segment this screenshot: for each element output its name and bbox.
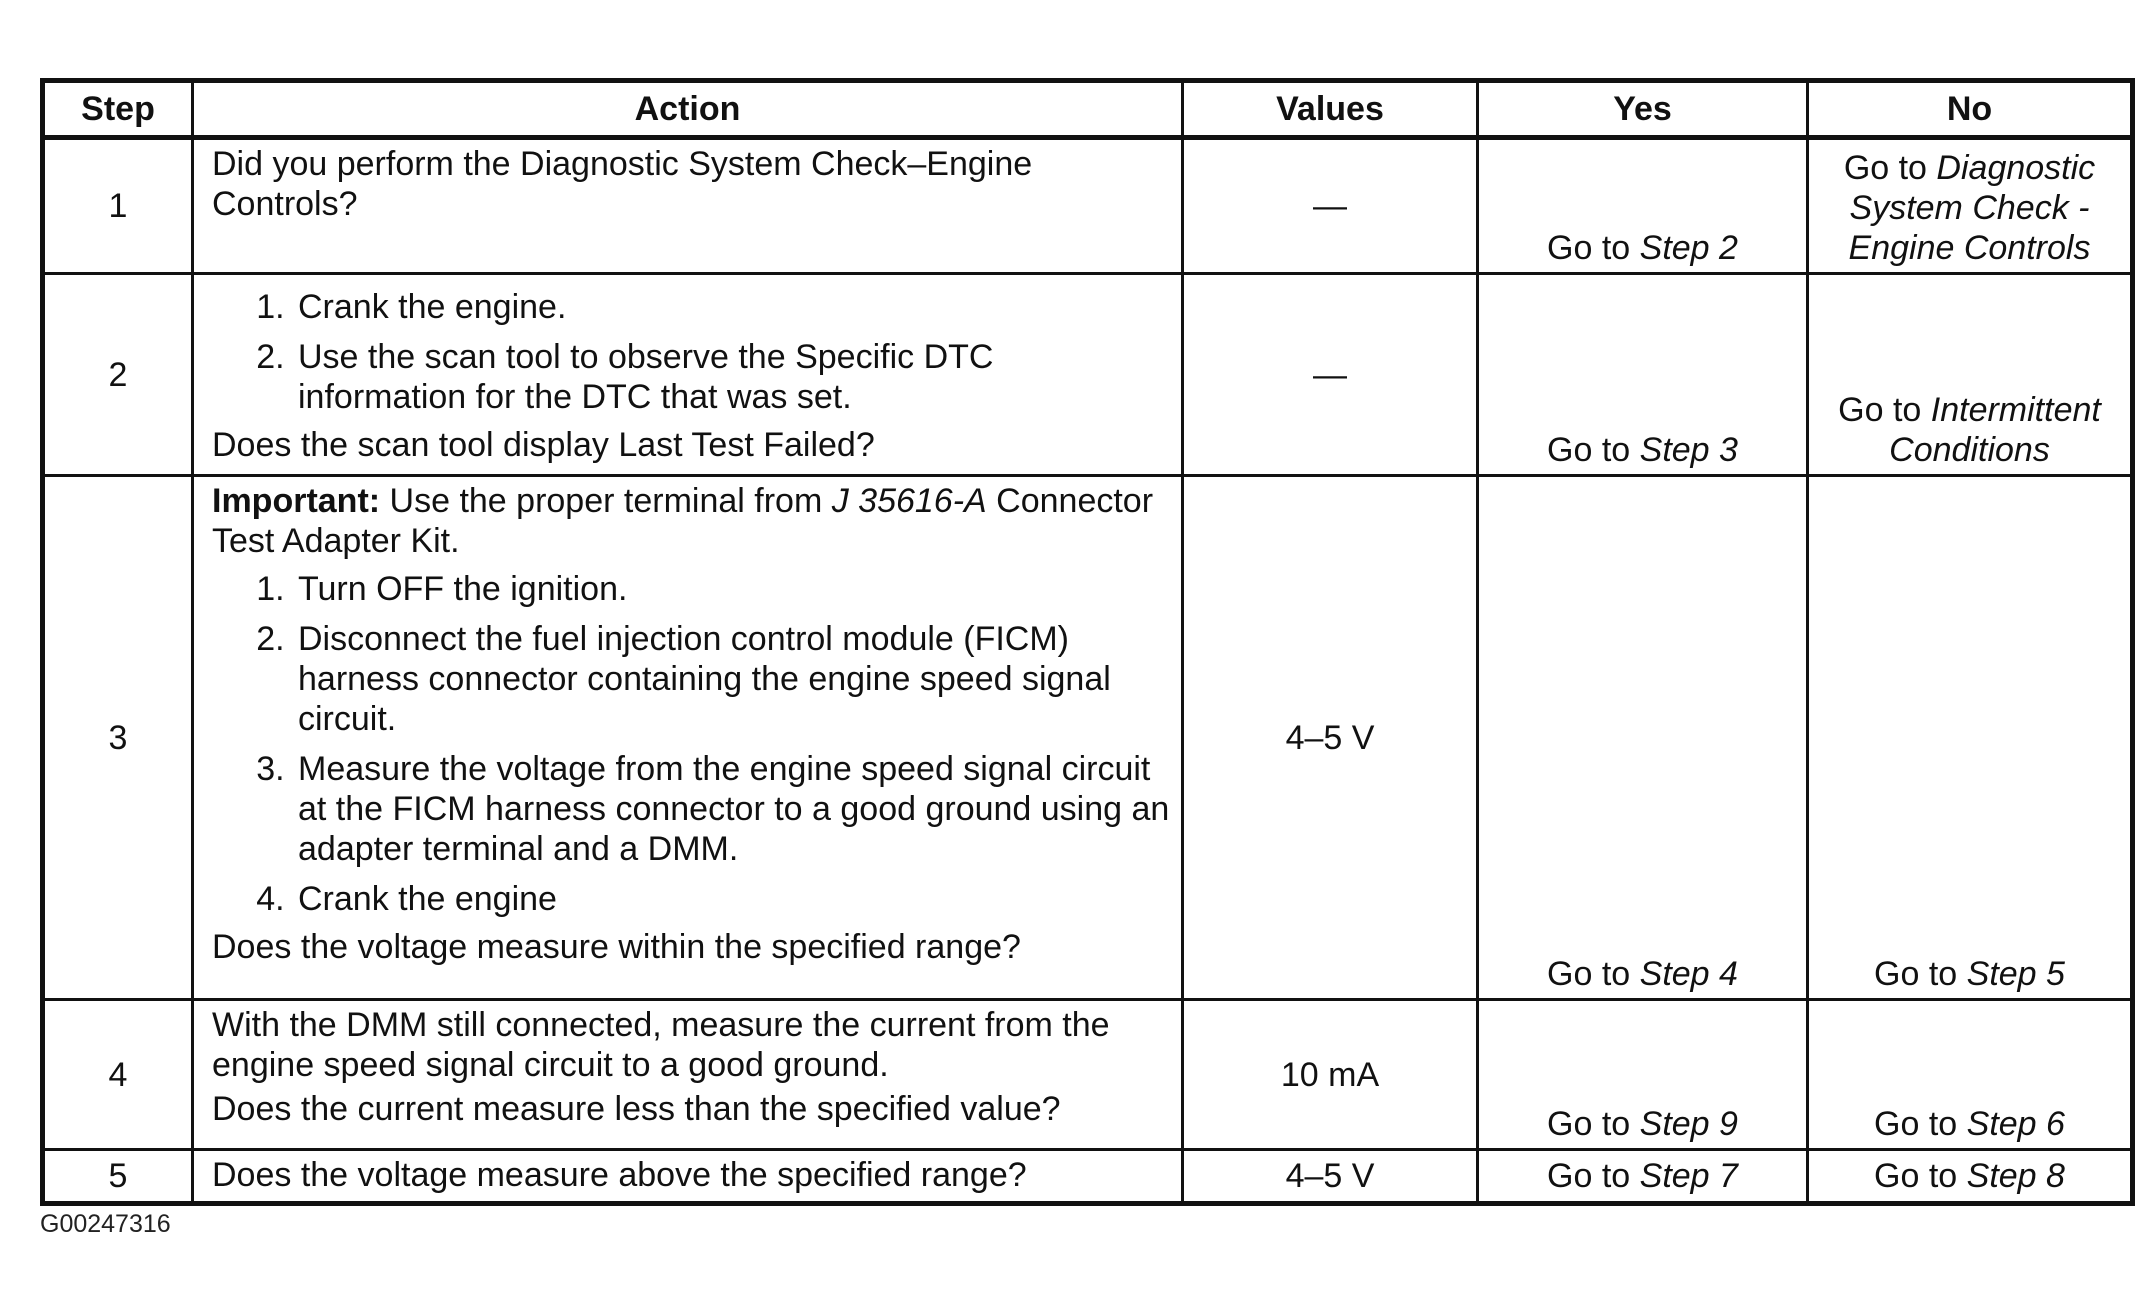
yes-cell: [1478, 476, 1808, 1000]
no-step-link[interactable]: Diagnostic System Check - Engine Controls: [1848, 149, 2096, 267]
no-cell: [1808, 1150, 2133, 1204]
yes-cell: [1478, 1150, 1808, 1204]
step-number: 2: [43, 274, 193, 476]
action-question: Does the voltage measure above the specified range?: [212, 1156, 1027, 1194]
diagnostic-table: [40, 78, 2135, 1206]
important-label: Important:: [212, 482, 381, 520]
step-number: 4: [43, 1000, 193, 1150]
yes-prefix: Go to: [1547, 955, 1640, 993]
value-cell: —: [1183, 274, 1478, 476]
action-step: 1. Turn OFF the ignition.: [294, 569, 1171, 609]
no-prefix: Go to: [1874, 1105, 1967, 1143]
yes-prefix: Go to: [1547, 1157, 1640, 1195]
no-step-link[interactable]: Step 5: [1966, 955, 2065, 993]
yes-step-link[interactable]: Step 2: [1639, 229, 1738, 267]
step-number: 1: [43, 138, 193, 274]
action-cell: [193, 274, 1183, 476]
action-step: 4. Crank the engine: [294, 879, 1171, 919]
no-prefix: Go to: [1874, 1157, 1967, 1195]
action-cell: [193, 476, 1183, 1000]
step-number: 3: [43, 476, 193, 1000]
header-action: Action: [193, 81, 1183, 138]
action-cell: [193, 1150, 1183, 1204]
header-values: Values: [1183, 81, 1478, 138]
value-cell: 10 mA: [1183, 1000, 1478, 1150]
important-note: [212, 481, 1171, 561]
action-question: Does the voltage measure within the specified range?: [212, 928, 1021, 966]
value-cell: —: [1183, 138, 1478, 274]
action-question: Does the current measure less than the specified value?: [212, 1090, 1061, 1128]
value-cell: 4–5 V: [1183, 476, 1478, 1000]
action-question: Did you perform the Diagnostic System Check–Engine Controls?: [212, 145, 1033, 223]
header-no: No: [1808, 81, 2133, 138]
action-intro: With the DMM still connected, measure the current from the engine speed signal circuit to a good ground.: [212, 1006, 1110, 1084]
value-cell: 4–5 V: [1183, 1150, 1478, 1204]
action-step: 2. Use the scan tool to observe the Specific DTC information for the DTC that was set.: [294, 337, 1171, 417]
figure-code: G00247316: [40, 1210, 171, 1238]
yes-prefix: Go to: [1547, 1105, 1640, 1143]
header-row: [43, 81, 2133, 138]
header-yes: Yes: [1478, 81, 1808, 138]
action-cell: [193, 1000, 1183, 1150]
yes-step-link[interactable]: Step 9: [1639, 1105, 1738, 1143]
yes-step-link[interactable]: Step 7: [1639, 1157, 1738, 1195]
action-step: 1. Crank the engine.: [294, 287, 1171, 327]
action-steps-list: [212, 569, 1171, 919]
header-step: Step: [43, 81, 193, 138]
table-row: [43, 1000, 2133, 1150]
action-step: 2. Disconnect the fuel injection control module (FICM) harness connector containing the engine speed signal circuit.: [294, 619, 1171, 739]
yes-step-link[interactable]: Step 4: [1639, 955, 1738, 993]
yes-prefix: Go to: [1547, 229, 1640, 267]
action-question: Does the scan tool display Last Test Failed?: [212, 426, 875, 464]
important-tail: Connector Test Adapter Kit.: [212, 482, 1154, 560]
no-step-link[interactable]: Step 6: [1966, 1105, 2065, 1143]
yes-step-link[interactable]: Step 3: [1639, 431, 1738, 469]
important-kit-ref: J 35616-A: [831, 482, 987, 520]
table-row: [43, 1150, 2133, 1204]
table-row: [43, 138, 2133, 274]
important-text: Use the proper terminal from: [380, 482, 832, 520]
no-cell: [1808, 476, 2133, 1000]
table-row: [43, 476, 2133, 1000]
yes-cell: [1478, 138, 1808, 274]
yes-cell: [1478, 274, 1808, 476]
yes-prefix: Go to: [1547, 431, 1640, 469]
no-prefix: Go to: [1843, 149, 1937, 187]
table-row: [43, 274, 2133, 476]
yes-cell: [1478, 1000, 1808, 1150]
action-cell: [193, 138, 1183, 274]
no-prefix: Go to: [1838, 391, 1931, 429]
no-cell: [1808, 138, 2133, 274]
action-steps-list: [212, 287, 1171, 417]
no-cell: [1808, 1000, 2133, 1150]
no-step-link[interactable]: Intermittent Conditions: [1889, 391, 2101, 469]
no-cell: [1808, 274, 2133, 476]
step-number: 5: [43, 1150, 193, 1204]
action-step: 3. Measure the voltage from the engine speed signal circuit at the FICM harness connector to a good ground using an adapter terminal and a DMM.: [294, 749, 1171, 869]
no-prefix: Go to: [1874, 955, 1967, 993]
no-step-link[interactable]: Step 8: [1966, 1157, 2065, 1195]
